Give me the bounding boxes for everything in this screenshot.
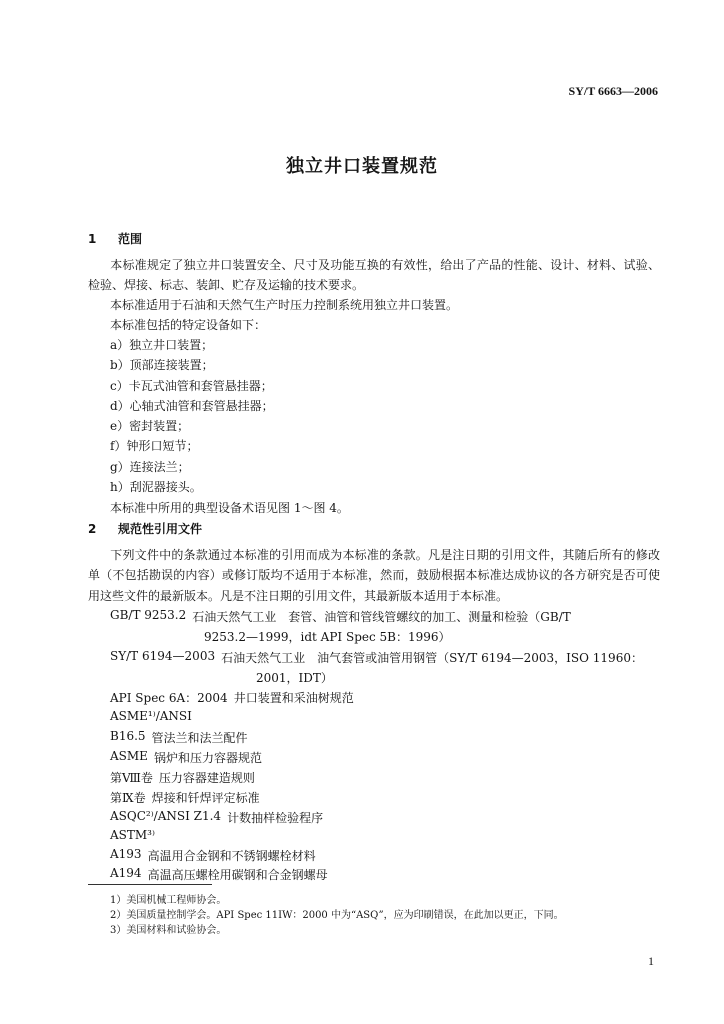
footnote: 3）美国材料和试验协会。 [110, 925, 227, 936]
section-1-paragraph-4: 本标准中所用的典型设备术语见图 1～图 4。 [110, 501, 349, 515]
list-item: b）顶部连接装置； [110, 358, 214, 373]
reference-code: ASQC²⁾/ANSI Z1.4 [110, 809, 222, 823]
reference-code: GB/T 9253.2 [110, 608, 187, 622]
reference-item [110, 809, 323, 826]
reference-item [110, 866, 328, 883]
section-2-paragraph-1-text: 下列文件中的条款通过本标准的引用而成为本标准的条款。凡是注日期的引用文件，其随后所有的修改单（不包括勘误的内容）或修订版均不适用于本标准，然而，鼓励根据本标准达成协议的各方研究是否可使用这些文件的最新版本。凡是不注日期的引用文件，其最新版本适用于本标准。 [88, 548, 660, 603]
reference-code: A193 [110, 847, 142, 861]
reference-title: 高温高压螺栓用碳钢和合金钢螺母 [147, 868, 328, 882]
reference-item [110, 828, 161, 842]
reference-item [110, 847, 316, 864]
reference-item [110, 769, 255, 786]
reference-code: API Spec 6A：2004 [110, 691, 228, 705]
list-item: g）连接法兰； [110, 459, 190, 474]
reference-code: B16.5 [110, 729, 146, 743]
reference-item [110, 709, 198, 723]
reference-item [110, 749, 262, 766]
equipment-list [110, 335, 274, 497]
reference-item [110, 608, 571, 625]
reference-continuation: 2001，IDT） [256, 671, 333, 685]
section-1-paragraph-1-text: 本标准规定了独立井口装置安全、尺寸及功能互换的有效性，给出了产品的性能、设计、材料、试验、检验、焊接、标志、装卸、贮存及运输的技术要求。 [88, 258, 660, 293]
reference-title: 井口装置和采油树规范 [233, 691, 354, 705]
reference-title: 石油天然气工业 油气套管或油管用钢管（SY/T 6194—2003，ISO 11960： [221, 651, 643, 665]
section-2-number: 2 [88, 522, 97, 536]
section-1-title: 范围 [118, 232, 143, 246]
section-1-paragraph-3: 本标准包括的特定设备如下： [110, 318, 267, 332]
reference-code: ASME¹⁾/ANSI [110, 709, 192, 723]
list-item: a）独立井口装置； [110, 338, 214, 352]
footnote: 2）美国质量控制学会。API Spec 11IW：2000 中为“ASQ”，应为印刷错误，在此加以更正，下同。 [110, 910, 564, 921]
section-1-paragraph-2: 本标准适用于石油和天然气生产时压力控制系统用独立井口装置。 [110, 298, 459, 312]
document-title: 独立井口装置规范 [286, 156, 438, 177]
reference-title: 焊接和钎焊评定标准 [151, 791, 260, 805]
section-2-title: 规范性引用文件 [118, 522, 203, 536]
reference-title: 压力容器建造规则 [158, 771, 255, 785]
reference-code: ASTM³⁾ [110, 828, 155, 842]
reference-item [110, 689, 354, 706]
section-1-paragraph-1 [88, 255, 660, 296]
reference-title: 管法兰和法兰配件 [151, 731, 248, 745]
section-1-number: 1 [88, 232, 97, 246]
page-number: 1 [648, 954, 654, 968]
section-2-paragraph-1 [88, 545, 660, 606]
reference-code: SY/T 6194—2003 [110, 649, 216, 663]
section-1-heading [88, 230, 142, 247]
reference-item [110, 729, 248, 746]
standard-number: SY/T 6663—2006 [568, 84, 658, 98]
reference-code: 第Ⅸ卷 [110, 791, 146, 805]
reference-title: 高温用合金钢和不锈钢螺栓材料 [147, 849, 316, 863]
list-item: e）密封装置； [110, 419, 190, 434]
reference-code: ASME [110, 749, 148, 763]
footnote: 1）美国机械工程师协会。 [110, 895, 227, 906]
reference-continuation: 9253.2—1999，idt API Spec 5B：1996） [204, 630, 451, 644]
reference-title: 锅炉和压力容器规范 [153, 751, 262, 765]
footnote-divider [88, 884, 212, 885]
list-item: f）钟形口短节； [110, 439, 199, 454]
section-2-heading [88, 520, 202, 537]
reference-item [110, 789, 260, 806]
reference-title: 石油天然气工业 套管、油管和管线管螺纹的加工、测量和检验（GB/T [192, 610, 571, 624]
list-item: h）刮泥器接头。 [110, 480, 202, 495]
footnotes [110, 893, 564, 938]
reference-item [110, 649, 643, 666]
list-item: c）卡瓦式油管和套管悬挂器； [110, 378, 273, 393]
reference-code: 第Ⅷ卷 [110, 771, 153, 785]
list-item: d）心轴式油管和套管悬挂器； [110, 398, 274, 413]
reference-code: A194 [110, 866, 142, 880]
reference-title: 计数抽样检验程序 [227, 811, 324, 825]
